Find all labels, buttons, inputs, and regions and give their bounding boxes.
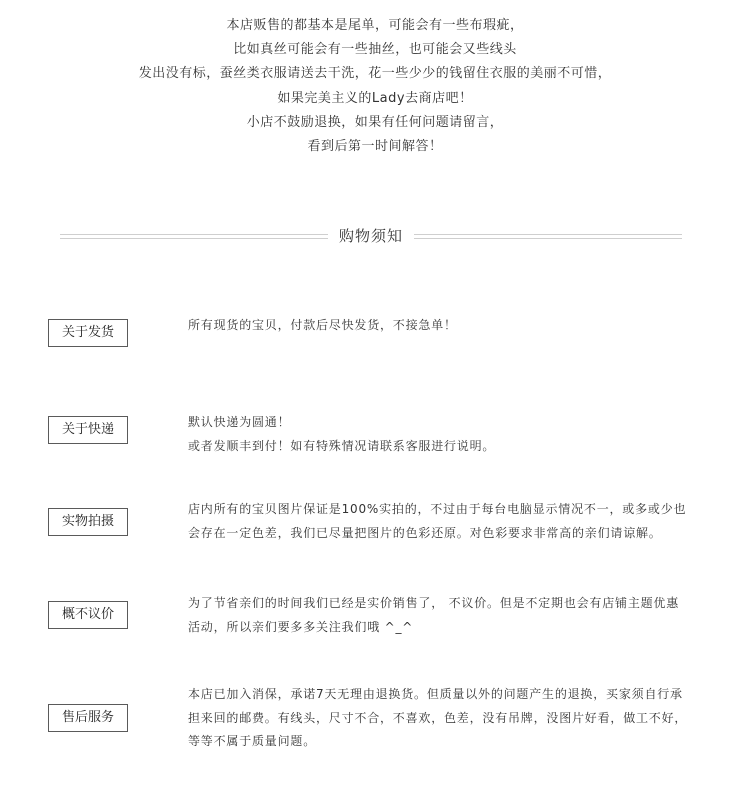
photos-text — [188, 498, 688, 545]
no-bargain-text — [188, 592, 688, 639]
shipping-text — [188, 314, 688, 338]
intro-line: 小店不鼓励退换，如果有任何问题请留言， — [246, 114, 504, 130]
express-tag: 关于快递 — [48, 416, 128, 444]
shipping-line: 所有现货的宝贝，付款后尽快发货，不接急单！ — [188, 318, 457, 332]
after-sales-text — [188, 683, 688, 754]
express-text — [188, 411, 688, 458]
notice-title: 购物须知 — [338, 227, 403, 245]
intro-line: 比如真丝可能会有一些抽丝，也可能会又些线头 — [233, 42, 517, 58]
no-bargain-tag: 概不议价 — [48, 601, 128, 629]
divider-rule-left — [60, 234, 328, 239]
intro-text — [0, 14, 750, 159]
no-bargain-line: 为了节省亲们的时间我们已经是实价销售了， 不议价。但是不定期也会有店铺主题优惠活动，所以亲们要多多关注我们哦 ^_^ — [188, 596, 680, 634]
shipping-tag: 关于发货 — [48, 319, 128, 347]
intro-line: 看到后第一时间解答！ — [307, 138, 443, 154]
section-divider — [60, 222, 682, 250]
photos-tag: 实物拍摄 — [48, 508, 128, 536]
express-line: 或者发顺丰到付！如有特殊情况请联系客服进行说明。 — [188, 438, 496, 453]
after-sales-tag: 售后服务 — [48, 704, 128, 732]
intro-line: 如果完美主义的Lady去商店吧！ — [277, 90, 473, 106]
intro-line: 发出没有标，蚕丝类衣服请送去干洗，花一些少少的钱留住衣服的美丽不可惜， — [138, 66, 612, 82]
after-sales-line: 本店已加入消保，承诺7天无理由退换货。但质量以外的问题产生的退换，买家须自行承担来回的邮费。有线头，尺寸不合，不喜欢，色差，没有吊牌，没图片好看，做工不好，等等不属于质量问题。 — [188, 687, 688, 748]
photos-line: 店内所有的宝贝图片保证是100%实拍的，不过由于每台电脑显示情况不一，或多或少也会存在一定色差，我们已尽量把图片的色彩还原。对色彩要求非常高的亲们请谅解。 — [188, 502, 687, 540]
intro-line: 本店贩售的都基本是尾单，可能会有一些布瑕疵， — [226, 18, 524, 33]
express-line: 默认快递为圆通！ — [188, 415, 291, 429]
divider-rule-right — [414, 234, 682, 239]
